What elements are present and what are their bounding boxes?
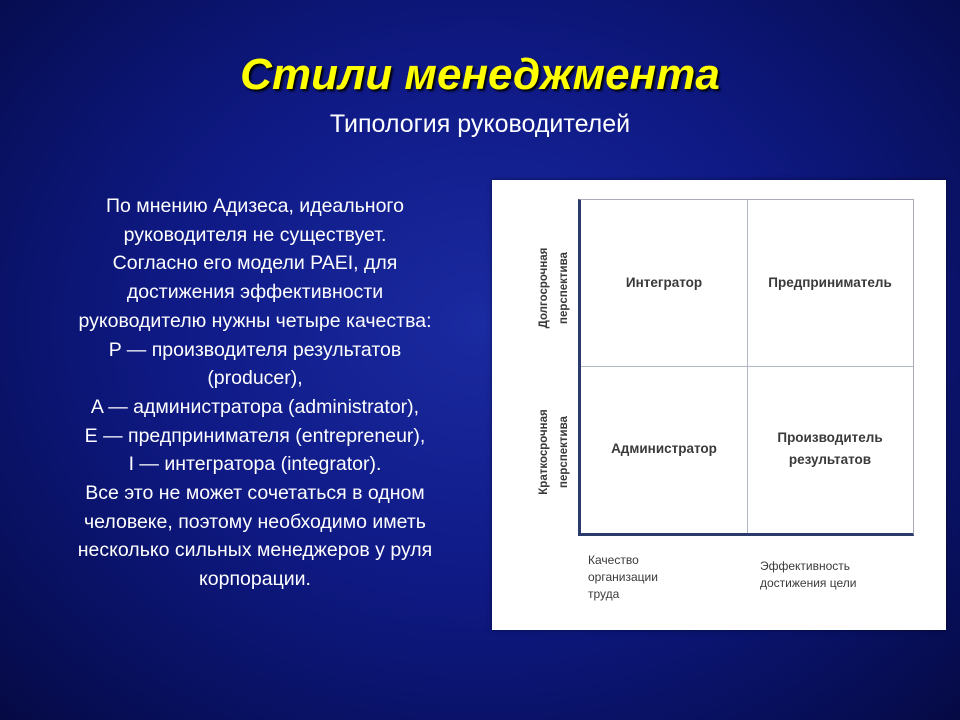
body-line: A — администратора (administrator), (90, 395, 420, 418)
cell-entrepreneur (747, 200, 913, 366)
y-label-line: перспектива (558, 416, 570, 488)
cell-label: результатов (788, 452, 872, 467)
body-line: руководителя не существует. (123, 223, 387, 246)
y-label-line: Краткосрочная (538, 409, 550, 495)
cell-label: Предприниматель (768, 275, 892, 290)
body-line: E — предпринимателя (entrepreneur), (84, 424, 426, 447)
y-label-long-term (534, 203, 574, 373)
cell-producer (747, 366, 913, 532)
x-label-line: Качество (588, 553, 639, 567)
x-label-goal-efficiency (760, 558, 856, 592)
slide-title: Стили менеджмента (240, 50, 720, 99)
cell-administrator (581, 366, 747, 532)
body-line: I — интегратора (integrator). (128, 453, 382, 476)
x-label-line: Эффективность (760, 559, 851, 573)
body-text (20, 192, 490, 594)
cell-label: Интегратор (625, 275, 703, 290)
slide-subtitle: Типология руководителей (329, 110, 631, 138)
matrix-grid (578, 199, 914, 536)
y-label-line: Долгосрочная (538, 247, 550, 329)
body-line: Согласно его модели PAEI, для (112, 252, 398, 275)
cell-label: Администратор (611, 441, 717, 456)
body-line: руководителю нужны четыре качества: (78, 309, 432, 332)
y-label-short-term (534, 367, 574, 537)
body-line: Все это не может сочетаться в одном (85, 482, 425, 505)
body-line: (producer), (207, 367, 303, 390)
body-line: P — производителя результатов (108, 338, 402, 361)
cell-label: Производитель (777, 430, 883, 445)
body-line: корпорации. (199, 568, 311, 591)
cell-integrator (581, 200, 747, 366)
x-label-line: достижения цели (760, 576, 857, 590)
x-label-line: организации (588, 570, 658, 584)
body-line: несколько сильных менеджеров у руля (77, 539, 433, 562)
y-label-line: перспектива (558, 252, 570, 324)
x-label-work-quality (588, 552, 658, 603)
x-label-line: труда (588, 587, 620, 601)
body-line: достижения эффективности (126, 281, 384, 304)
paei-matrix-diagram (492, 180, 946, 630)
body-line: человеке, поэтому необходимо иметь (84, 510, 426, 533)
body-line: По мнению Адизеса, идеального (106, 195, 404, 217)
